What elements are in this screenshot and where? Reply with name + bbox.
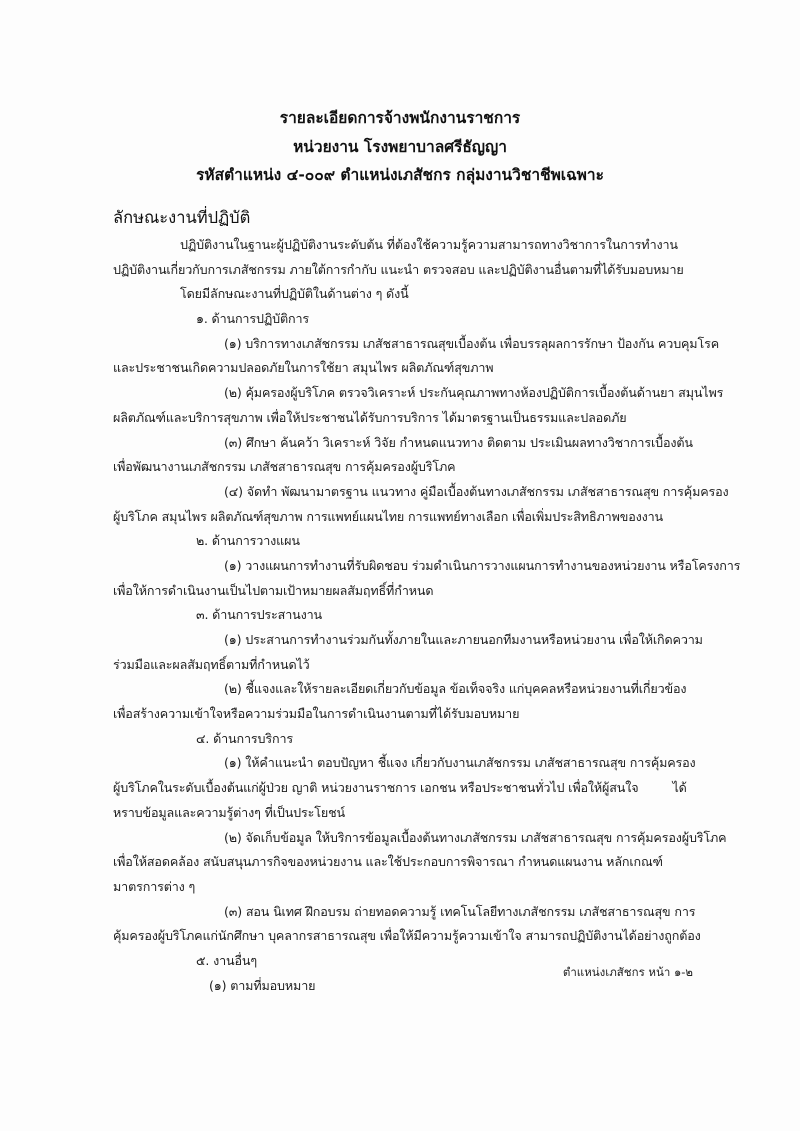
category-heading: ๒. ด้านการวางแผน (196, 533, 300, 549)
list-item-continuation: เพื่อสร้างความเข้าใจหรือความร่วมมือในการดำเนินงานตามที่ได้รับมอบหมาย (113, 706, 520, 722)
category-heading: ๑. ด้านการปฏิบัติการ (196, 311, 310, 327)
list-item: (๒) คุ้มครองผู้บริโภค ตรวจวิเคราะห์ ประกันคุณภาพทางห้องปฏิบัติการเบื้องต้นด้านยา สมุนไพร (224, 385, 724, 401)
list-item-continuation: ร่วมมือและผลสัมฤทธิ์ตามที่กำหนดไว้ (113, 656, 310, 672)
position-code-line: รหัสตำแหน่ง ๔-๐๐๙ ตำแหน่งเภสัชกร กลุ่มงานวิชาชีพเฉพาะ (196, 166, 604, 184)
list-item: (๓) สอน นิเทศ ฝึกอบรม ถ่ายทอดความรู้ เทคโนโลยีทางเภสัชกรรม เภสัชสาธารณสุข การ (224, 903, 696, 919)
category-heading: ๓. ด้านการประสานงาน (196, 607, 322, 623)
list-item: (๑) วางแผนการทำงานที่รับผิดชอบ ร่วมดำเนินการวางแผนการทำงานของหน่วยงาน หรือโครงการ (224, 557, 741, 573)
document-title-block (0, 104, 800, 190)
list-item-text: ผู้บริโภคในระดับเบื้องต้นแก่ผู้ป่วย ญาติ หน่วยงานราชการ เอกชน หรือประชาชนทั่วไป เพื่อให้ผู้สนใจ (113, 780, 639, 796)
page-footer: ตำแหน่งเภสัชกร หน้า ๑-๒ (562, 965, 693, 979)
intro-line: โดยมีลักษณะงานที่ปฏิบัติในด้านต่าง ๆ ดังนี้ (180, 286, 409, 302)
list-item-continuation: มาตรการต่าง ๆ (113, 878, 196, 894)
list-item: (๒) ชี้แจงและให้รายละเอียดเกี่ยวกับข้อมูล ข้อเท็จจริง แก่บุคคลหรือหน่วยงานที่เกี่ยวข้อง (224, 681, 687, 697)
list-item: (๓) ศึกษา ค้นคว้า วิเคราะห์ วิจัย กำหนดแนวทาง ติดตาม ประเมินผลทางวิชาการเบื้องต้น (224, 434, 693, 450)
list-item-continuation: ผู้บริโภค สมุนไพร ผลิตภัณฑ์สุขภาพ การแพทย์แผนไทย การแพทย์ทางเลือก เพื่อเพิ่มประสิทธิภาพของงาน (113, 508, 664, 524)
document-body (113, 233, 800, 998)
list-item-continuation: ผลิตภัณฑ์และบริการสุขภาพ เพื่อให้ประชาชนได้รับการบริการ ได้มาตรฐานเป็นธรรมและปลอดภัย (113, 409, 627, 425)
list-item-continuation: เพื่อให้การดำเนินงานเป็นไปตามเป้าหมายผลสัมฤทธิ์ที่กำหนด (113, 582, 434, 598)
list-item-continuation: เพื่อพัฒนางานเภสัชกรรม เภสัชสาธารณสุข การคุ้มครองผู้บริโภค (113, 459, 456, 475)
agency-line: หน่วยงาน โรงพยาบาลศรีธัญญา (293, 137, 507, 156)
list-item: (๔) จัดทำ พัฒนามาตรฐาน แนวทาง คู่มือเบื้องต้นทางเภสัชกรรม เภสัชสาธารณสุข การคุ้มครอง (224, 483, 729, 499)
document-title: รายละเอียดการจ้างพนักงานราชการ (279, 109, 521, 127)
list-item-continuation: และประชาชนเกิดความปลอดภัยในการใช้ยา สมุนไพร ผลิตภัณฑ์สุขภาพ (113, 360, 494, 376)
list-item-continuation: เพื่อให้สอดคล้อง สนับสนุนภารกิจของหน่วยงาน และใช้ประกอบการพิจารณา กำหนดแผนงาน หลักเกณฑ์ (113, 854, 663, 870)
list-item-trailing-word: ได้ (672, 780, 687, 796)
section-heading: ลักษณะงานที่ปฏิบัติ (113, 208, 251, 227)
list-item: (๑) ให้คำแนะนำ ตอบปัญหา ชี้แจง เกี่ยวกับงานเภสัชกรรม เภสัชสาธารณสุข การคุ้มครอง (224, 755, 696, 771)
list-item-continuation: คุ้มครองผู้บริโภคแก่นักศึกษา บุคลากรสาธารณสุข เพื่อให้มีความรู้ความเข้าใจ สามารถปฏิบัติงานได้อย่างถูกต้อง (113, 928, 701, 944)
list-item-continuation: หราบข้อมูลและความรู้ต่างๆ ที่เป็นประโยชน์ (113, 804, 345, 820)
intro-line: ปฏิบัติงานเกี่ยวกับการเภสัชกรรม ภายใต้การกำกับ แนะนำ ตรวจสอบ และปฏิบัติงานอื่นตามที่ได้รับมอบหมาย (113, 261, 684, 277)
category-heading: ๔. ด้านการบริการ (196, 730, 293, 746)
intro-line: ปฏิบัติงานในฐานะผู้ปฏิบัติงานระดับต้น ที่ต้องใช้ความรู้ความสามารถทางวิชาการในการทำงาน (180, 237, 678, 252)
list-item: (๒) จัดเก็บข้อมูล ให้บริการข้อมูลเบื้องต้นทางเภสัชกรรม เภสัชสาธารณสุข การคุ้มครองผู้บริโภค (224, 829, 727, 845)
category-heading: ๕. งานอื่นๆ (196, 952, 257, 968)
list-item: (๑) ตามที่มอบหมาย (209, 977, 316, 993)
list-item: (๑) บริการทางเภสัชกรรม เภสัชสาธารณสุขเบื้องต้น เพื่อบรรลุผลการรักษา ป้องกัน ควบคุมโรค (224, 335, 719, 351)
list-item: (๑) ประสานการทำงานร่วมกันทั้งภายในและภายนอกทีมงานหรือหน่วยงาน เพื่อให้เกิดความ (224, 632, 703, 647)
list-item-continuation (113, 776, 800, 801)
